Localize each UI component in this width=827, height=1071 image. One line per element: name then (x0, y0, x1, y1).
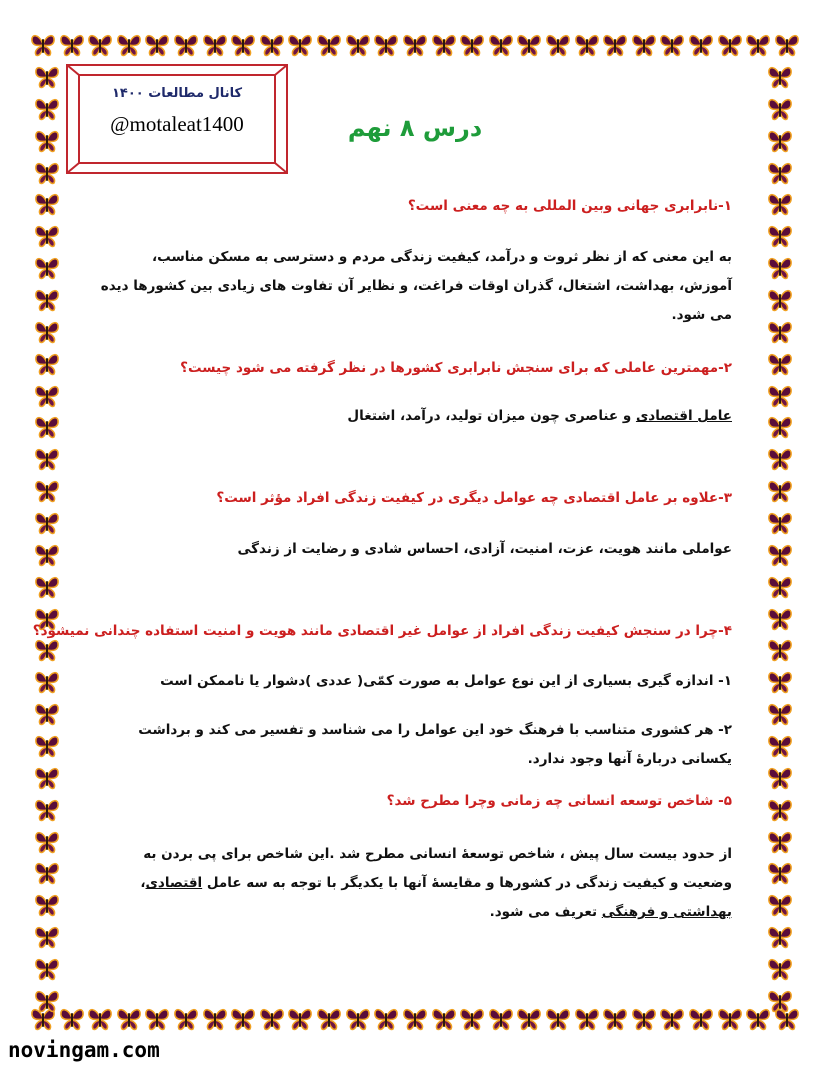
butterfly-icon (488, 1006, 514, 1032)
butterfly-icon (745, 32, 771, 58)
question-4: ۴-چرا در سنجش کیفیت زندگی افراد از عوامل غیر اقتصادی مانند هویت و امنیت استفاده چندانی نمیشود؟ (32, 623, 732, 639)
butterfly-icon (34, 478, 60, 504)
butterfly-icon (767, 701, 793, 727)
butterfly-icon (34, 96, 60, 122)
butterfly-icon (34, 223, 60, 249)
answer-4-point-2: ۲- هر کشوری متناسب با فرهنگ خود این عوامل را می شناسد و تفسیر می کند و برداشت یکسانی دربارهٔ آنها وجود ندارد. (138, 722, 732, 767)
butterfly-icon (34, 542, 60, 568)
question-1: ۱-نابرابری جهانی وبین المللی به چه معنی است؟ (407, 198, 732, 214)
channel-box (66, 64, 288, 174)
butterfly-icon (34, 128, 60, 154)
butterfly-icon (767, 160, 793, 186)
answer-2-rest: و عناصری چون میزان تولید، درآمد، اشتغال (347, 408, 636, 424)
butterfly-icon (316, 1006, 342, 1032)
butterfly-icon (34, 924, 60, 950)
butterfly-icon (202, 1006, 228, 1032)
butterfly-icon (373, 32, 399, 58)
butterfly-icon (34, 860, 60, 886)
butterfly-icon (767, 829, 793, 855)
answer-5-underlined-health-culture: بهداشتی و فرهنگی (601, 904, 732, 920)
answer-1: به این معنی که از نظر ثروت و درآمد، کیفیت زندگی مردم و دسترسی به مسکن مناسب، آموزش، بهداشت، اشتغال، گذران اوقات فراغت، و نظایر آن تفاوت های زیادی بین کشورها دیده می شود. (100, 249, 732, 323)
butterfly-icon (767, 96, 793, 122)
butterfly-icon (30, 32, 56, 58)
butterfly-icon (767, 606, 793, 632)
butterfly-icon (767, 414, 793, 440)
butterfly-icon (767, 446, 793, 472)
butterfly-icon (767, 287, 793, 313)
butterfly-icon (688, 1006, 714, 1032)
butterfly-icon (767, 128, 793, 154)
butterfly-icon (767, 510, 793, 536)
butterfly-icon (717, 1006, 743, 1032)
butterfly-icon (34, 797, 60, 823)
butterfly-icon (659, 1006, 685, 1032)
butterfly-icon (34, 829, 60, 855)
butterfly-icon (767, 542, 793, 568)
butterfly-icon (230, 1006, 256, 1032)
butterfly-icon (34, 510, 60, 536)
butterfly-icon (767, 892, 793, 918)
butterfly-icon (602, 32, 628, 58)
butterfly-icon (287, 1006, 313, 1032)
butterfly-icon (34, 160, 60, 186)
butterfly-icon (402, 1006, 428, 1032)
butterfly-icon (34, 637, 60, 663)
butterfly-icon (767, 255, 793, 281)
butterfly-icon (230, 32, 256, 58)
butterfly-icon (767, 637, 793, 663)
butterfly-icon (717, 32, 743, 58)
butterfly-icon (34, 191, 60, 217)
butterfly-icon (574, 32, 600, 58)
butterfly-icon (34, 287, 60, 313)
answer-3: عواملی مانند هویت، عزت، امنیت، آزادی، احساس شادی و رضایت از زندگی (237, 541, 732, 557)
answer-4-point-1: ۱- اندازه گیری بسیاری از این نوع عوامل به صورت کمّی( عددی )دشوار یا ناممکن است (160, 673, 732, 689)
answer-2 (100, 402, 732, 431)
butterfly-icon (767, 860, 793, 886)
butterfly-icon (459, 32, 485, 58)
butterfly-icon (767, 765, 793, 791)
butterfly-border-right (763, 64, 797, 1014)
butterfly-icon (767, 924, 793, 950)
butterfly-icon (173, 32, 199, 58)
butterfly-icon (34, 446, 60, 472)
butterfly-icon (767, 574, 793, 600)
channel-title: کانال مطالعات ۱۴۰۰ (111, 86, 243, 101)
butterfly-icon (144, 1006, 170, 1032)
butterfly-icon (516, 1006, 542, 1032)
butterfly-icon (87, 1006, 113, 1032)
butterfly-icon (87, 32, 113, 58)
butterfly-icon (59, 32, 85, 58)
butterfly-icon (767, 191, 793, 217)
butterfly-icon (767, 956, 793, 982)
butterfly-icon (116, 32, 142, 58)
butterfly-icon (767, 223, 793, 249)
butterfly-icon (34, 351, 60, 377)
butterfly-border-bottom (30, 1002, 800, 1036)
butterfly-icon (116, 1006, 142, 1032)
butterfly-icon (34, 956, 60, 982)
butterfly-icon (345, 1006, 371, 1032)
butterfly-icon (767, 797, 793, 823)
butterfly-icon (202, 32, 228, 58)
butterfly-icon (373, 1006, 399, 1032)
butterfly-icon (545, 1006, 571, 1032)
answer-5-part-1: از حدود بیست سال پیش ، شاخص توسعهٔ انسانی مطرح شد .این شاخص برای پی بردن به وضعیت و کیفیت زندگی در کشورها و مقایسهٔ آنها با یکدیگر با توجه به سه عامل (143, 846, 732, 891)
butterfly-border-top (30, 28, 800, 62)
butterfly-icon (259, 32, 285, 58)
butterfly-icon (767, 383, 793, 409)
butterfly-icon (34, 988, 60, 1014)
butterfly-icon (516, 32, 542, 58)
butterfly-icon (34, 255, 60, 281)
butterfly-icon (767, 988, 793, 1014)
butterfly-icon (767, 669, 793, 695)
butterfly-icon (402, 32, 428, 58)
butterfly-icon (316, 32, 342, 58)
butterfly-icon (431, 1006, 457, 1032)
answer-5 (100, 840, 732, 927)
butterfly-icon (34, 701, 60, 727)
butterfly-icon (431, 32, 457, 58)
butterfly-icon (488, 32, 514, 58)
butterfly-icon (659, 32, 685, 58)
butterfly-icon (34, 414, 60, 440)
butterfly-icon (34, 574, 60, 600)
butterfly-icon (631, 32, 657, 58)
butterfly-icon (287, 32, 313, 58)
butterfly-icon (34, 319, 60, 345)
question-3: ۳-علاوه بر عامل اقتصادی چه عوامل دیگری در کیفیت زندگی افراد مؤثر است؟ (216, 490, 732, 506)
butterfly-icon (767, 64, 793, 90)
butterfly-icon (34, 892, 60, 918)
channel-handle: @motaleat1400 (110, 112, 244, 136)
butterfly-icon (688, 32, 714, 58)
footer-website: novingam.com (8, 1038, 160, 1062)
butterfly-icon (767, 733, 793, 759)
question-5: ۵- شاخص توسعه انسانی چه زمانی وچرا مطرح شد؟ (386, 793, 732, 809)
butterfly-border-left (30, 64, 64, 1014)
butterfly-icon (545, 32, 571, 58)
butterfly-icon (767, 478, 793, 504)
lesson-title: درس ۸ نهم (347, 114, 483, 142)
butterfly-icon (602, 1006, 628, 1032)
butterfly-icon (34, 669, 60, 695)
answer-5-part-2: تعریف می شود. (489, 904, 602, 920)
butterfly-icon (774, 32, 800, 58)
butterfly-icon (767, 351, 793, 377)
butterfly-icon (631, 1006, 657, 1032)
answer-5-separator: ، (140, 875, 146, 891)
butterfly-icon (34, 64, 60, 90)
butterfly-icon (34, 383, 60, 409)
butterfly-icon (767, 319, 793, 345)
butterfly-icon (34, 733, 60, 759)
answer-5-underlined-economic: اقتصادی (145, 875, 203, 891)
answer-2-underlined: عامل اقتصادی (635, 408, 732, 424)
question-2: ۲-مهمترین عاملی که برای سنجش نابرابری کشورها در نظر گرفته می شود چیست؟ (180, 360, 732, 376)
butterfly-icon (259, 1006, 285, 1032)
butterfly-icon (459, 1006, 485, 1032)
butterfly-icon (173, 1006, 199, 1032)
butterfly-icon (144, 32, 170, 58)
butterfly-icon (345, 32, 371, 58)
butterfly-icon (34, 765, 60, 791)
butterfly-icon (574, 1006, 600, 1032)
